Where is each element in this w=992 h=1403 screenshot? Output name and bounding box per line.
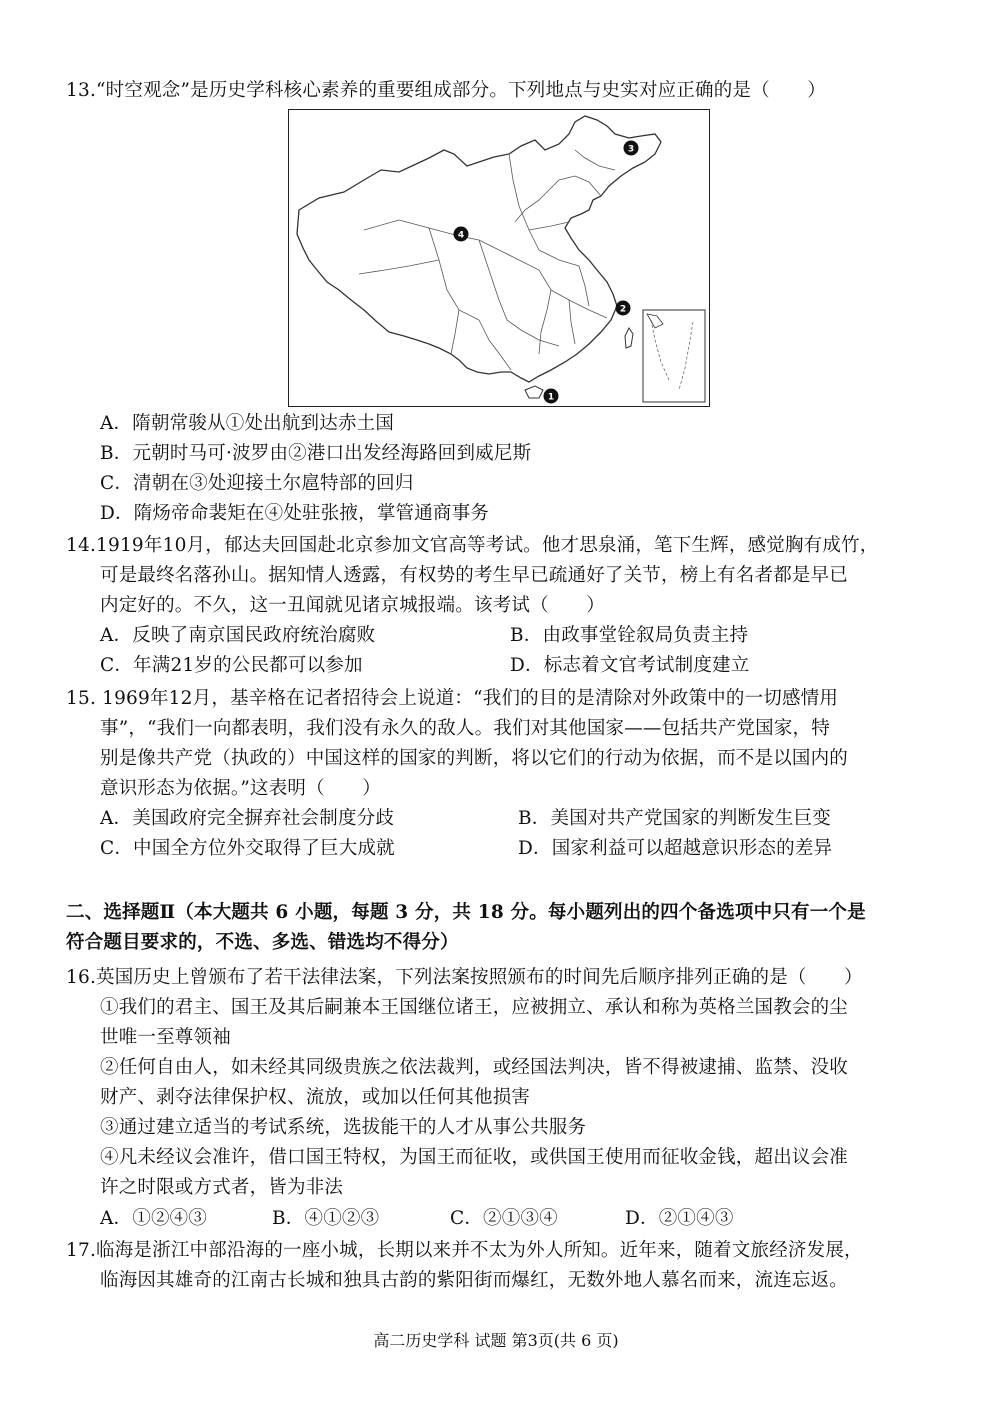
- q16-item-4b: 许之时限或方式者，皆为非法: [100, 1177, 344, 1198]
- q13-option-c: C．清朝在③处迎接土尔扈特部的回归: [100, 473, 414, 494]
- q13-stem: 13.“时空观念”是历史学科核心素养的重要组成部分。下列地点与史实对应正确的是（ ）: [66, 80, 826, 101]
- q14-option-c: C．年满21岁的公民都可以参加: [100, 655, 363, 676]
- q15-option-b: B．美国对共产党国家的判断发生巨变: [518, 808, 831, 829]
- hainan-island: [525, 386, 543, 398]
- q16-item-1b: 世唯一至尊领袖: [100, 1027, 231, 1048]
- q17-line-2: 临海因其雄奇的江南古长城和独具古韵的紫阳街而爆红，无数外地人慕名而来，流连忘返。: [100, 1270, 849, 1291]
- q15-option-d: D．国家利益可以超越意识形态的差异: [518, 838, 833, 859]
- q16-item-2b: 财产、剥夺法律保护权、流放，或加以任何其他损害: [100, 1087, 531, 1108]
- q15-option-a: A．美国政府完全摒弃社会制度分歧: [100, 808, 395, 829]
- q13-option-d: D．隋炀帝命裴矩在④处驻张掖，掌管通商事务: [100, 503, 490, 524]
- taiwan-island: [625, 328, 633, 348]
- q16-item-1a: ①我们的君主、国王及其后嗣兼本王国继位诸王，应被拥立、承认和称为英格兰国教会的尘: [100, 997, 849, 1018]
- china-map: [288, 109, 710, 407]
- q15-line-2: 事”，“我们一向都表明，我们没有永久的敌人。我们对其他国家——包括共产党国家，特: [100, 718, 830, 739]
- svg-text:3: 3: [627, 144, 635, 155]
- marker-1: [544, 389, 559, 404]
- q16-option-b: B．④①②③: [272, 1208, 380, 1229]
- province-lines: [359, 150, 615, 370]
- svg-text:1: 1: [547, 392, 555, 403]
- marker-4: [454, 227, 469, 242]
- marker-3: [624, 141, 639, 156]
- q13-option-b: B．元朝时马可·波罗由②港口出发经海路回到威尼斯: [100, 443, 532, 464]
- marker-2: [616, 301, 631, 316]
- q15-option-c: C．中国全方位外交取得了巨大成就: [100, 838, 395, 859]
- section2-heading-line-2: 符合题目要求的，不选、多选、错选均不得分）: [66, 932, 459, 953]
- q17-line-1: 17.临海是浙江中部沿海的一座小城，长期以来并不太为外人所知。近年来，随着文旅经济发展，: [66, 1240, 863, 1261]
- q13-option-a: A．隋朝常骏从①处出航到达赤土国: [100, 413, 395, 434]
- q15-line-4: 意识形态为依据。”这表明（ ）: [100, 778, 381, 799]
- china-outline: [297, 116, 661, 382]
- q16-option-a: A．①②④③: [100, 1208, 208, 1229]
- q16-item-4a: ④凡未经议会准许，借口国王特权，为国王而征收，或供国王使用而征收金钱，超出议会准: [100, 1147, 849, 1168]
- q16-item-2a: ②任何自由人，如未经其同级贵族之依法裁判，或经国法判决，皆不得被逮捕、监禁、没收: [100, 1057, 849, 1078]
- q14-line-1: 14.1919年10月，郁达夫回国赴北京参加文官高等考试。他才思泉涌，笔下生辉，感觉胸有成竹，: [66, 535, 879, 556]
- page-footer: 高二历史学科 试题 第3页(共 6 页): [373, 1331, 619, 1350]
- q14-option-b: B．由政事堂铨叙局负责主持: [510, 625, 749, 646]
- q15-line-1: 15. 1969年12月，基辛格在记者招待会上说道：“我们的目的是清除对外政策中的一切感情用: [66, 688, 839, 709]
- q14-option-a: A．反映了南京国民政府统治腐败: [100, 625, 376, 646]
- q16-item-3: ③通过建立适当的考试系统，选拔能干的人才从事公共服务: [100, 1117, 587, 1138]
- q14-line-2: 可是最终名落孙山。据知情人透露，有权势的考生早已疏通好了关节，榜上有名者都是早已: [100, 565, 849, 586]
- q14-line-3: 内定好的。不久，这一丑闻就见诸京城报端。该考试（ ）: [100, 595, 605, 616]
- section2-heading-line-1: 二、选择题Ⅱ（本大题共 6 小题，每题 3 分，共 18 分。每小题列出的四个备选项中只有一个是: [66, 902, 866, 923]
- svg-text:4: 4: [457, 230, 465, 241]
- q16-stem: 16.英国历史上曾颁布了若干法律法案，下列法案按照颁布的时间先后顺序排列正确的是（ ）: [66, 967, 863, 988]
- china-map-svg: [289, 110, 709, 406]
- svg-text:2: 2: [619, 304, 627, 315]
- q16-option-d: D．②①④③: [625, 1208, 734, 1229]
- q14-option-d: D．标志着文官考试制度建立: [510, 655, 750, 676]
- q15-line-3: 别是像共产党（执政的）中国这样的国家的判断，将以它们的行动为依据，而不是以国内的: [100, 748, 849, 769]
- q16-option-c: C．②①③④: [450, 1208, 558, 1229]
